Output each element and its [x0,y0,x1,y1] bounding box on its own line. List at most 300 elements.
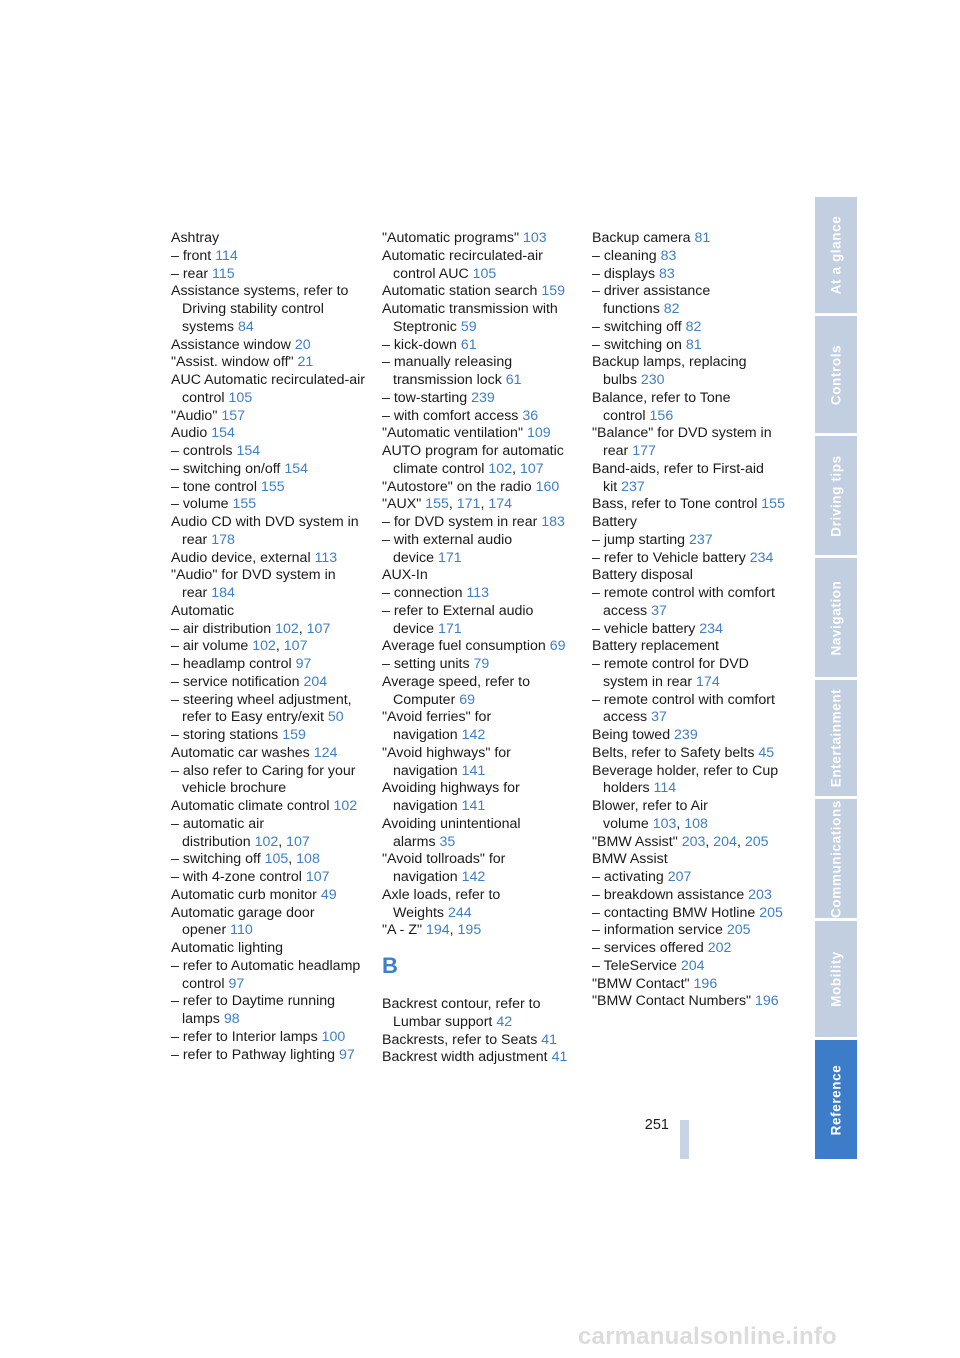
tab-label: At a glance [828,215,844,295]
index-entry-text: – setting units [382,656,470,672]
index-entry [171,745,367,763]
page-reference-link[interactable]: 61 [460,336,477,353]
index-entry [382,1032,578,1050]
index-entry [592,390,788,426]
index-entry-text: – manually releasing transmission lock [382,354,513,388]
page-reference-link[interactable]: 202 [707,940,732,956]
index-entry-text: – refer to Interior lamps [171,1028,318,1045]
index-entry [171,443,367,461]
index-entry-text: – service notification [171,673,300,690]
page-reference-link[interactable]: 154 [284,460,308,477]
page-reference-link[interactable]: 113 [466,585,490,601]
index-entry [592,585,788,621]
page-reference-link[interactable]: 115 [212,265,235,282]
index-entry [382,709,578,745]
page-reference-link[interactable]: 155 [425,496,449,513]
page-reference-link[interactable]: 204 [680,957,705,974]
index-column-2 [382,230,578,1067]
tab-navigation[interactable] [815,558,857,677]
index-entry-text: Audio device, external [171,549,311,566]
tab-reference[interactable] [815,1040,857,1159]
index-entry-text: BMW Assist [592,851,668,868]
page-reference-link[interactable]: 107 [519,460,544,477]
index-entry-text: AUX-In [382,567,428,584]
index-entry [382,354,578,390]
index-entry [382,514,578,532]
index-entry-text: Backrest width adjustment [382,1049,548,1066]
index-entry [171,354,367,372]
section-letter-heading: B [382,953,398,978]
page-reference-link[interactable]: 105 [264,851,289,868]
page-reference-link[interactable]: 230 [640,372,665,388]
page-reference-link[interactable]: 114 [653,780,677,797]
page-reference-link[interactable]: 244 [447,904,472,921]
page-reference-link[interactable]: 184 [211,585,235,601]
page-reference-link[interactable]: 41 [541,1031,558,1048]
page-reference-link[interactable]: 103 [652,815,677,832]
page-reference-link[interactable]: 205 [759,904,783,921]
index-entry-text: – cleaning [592,247,657,264]
index-entry [171,993,367,1029]
index-entry: "AUX" 155, 171, 174 [382,496,512,513]
index-entry-text: Beverage holder, refer to Cup holders [592,762,779,797]
page-reference-link[interactable]: 82 [685,318,702,335]
index-entry [382,1049,578,1067]
index-entry [382,337,578,355]
index-entry [171,567,367,603]
index-entry-text: Assistance systems, refer to Driving stability control systems [171,283,349,335]
index-entry [592,248,788,266]
index-entry-text: AUC Automatic recirculated-air control [171,372,365,406]
index-entry-text: Backrests, refer to Seats [382,1031,538,1048]
index-entry-text: Backup camera [592,230,691,246]
index-entry [171,496,367,514]
index-entry [592,887,788,905]
page-reference-link[interactable]: 107 [286,833,310,850]
index-entry-text: Blower, refer to Air volume [592,798,708,832]
index-entry: – automatic air distribution 102, 107 [171,815,310,850]
page-reference-link[interactable]: 237 [621,478,645,495]
index-entry [592,692,788,728]
page-reference-link[interactable]: 81 [685,336,702,353]
index-entry-text: – remote control with comfort access [592,585,775,619]
page-reference-link[interactable]: 37 [651,709,667,726]
index-entry-text: Automatic station search [382,283,538,300]
index-entry [592,869,788,887]
index-entry-text: – services offered [592,940,704,956]
index-entry [171,514,367,550]
page-reference-link[interactable]: 69 [549,638,566,655]
index-entry [171,283,367,336]
page-reference-link[interactable]: 107 [306,620,331,637]
page-reference-link[interactable]: 36 [522,407,539,424]
page-reference-link[interactable]: 203 [748,886,772,903]
index-entry [382,283,578,301]
page-reference-link[interactable]: 194 [425,922,450,939]
index-entry [171,656,367,674]
index-entry [382,603,578,639]
index-entry-text: Balance, refer to Tone control [592,389,731,424]
page-reference-link[interactable]: 159 [282,727,306,743]
page-reference-link[interactable]: 83 [660,247,677,264]
index-entry [592,922,788,940]
index-entry-text: – switching off [592,318,682,335]
index-entry [171,905,367,941]
tab-label: Driving tips [828,454,844,537]
page-reference-link[interactable]: 102 [488,460,513,477]
page-reference-link[interactable]: 49 [320,886,337,903]
index-entry [382,425,578,443]
index-entry [592,745,788,763]
index-entry-text: Automatic recirculated-air control AUC [382,247,543,282]
index-entry [592,763,788,799]
page-reference-link[interactable]: 156 [649,407,674,424]
page-reference-link[interactable]: 142 [461,727,486,743]
page-reference-link[interactable]: 98 [223,1011,240,1027]
page-reference-link[interactable]: 205 [726,922,751,939]
tab-label: Navigation [828,579,844,656]
index-entry [592,638,788,656]
page-reference-link[interactable]: 107 [283,638,308,655]
page-reference-link[interactable]: 171 [437,620,462,637]
index-entry-text: "Avoid ferries" for navigation [382,709,492,743]
index-entry-text: – switching on [592,336,682,353]
index-entry [592,993,788,1011]
index-entry [171,958,367,994]
index-entry [171,674,367,692]
page-reference-link[interactable]: 196 [755,993,779,1010]
page-reference-link[interactable]: 160 [535,478,560,495]
page-reference-link[interactable]: 102 [254,833,279,850]
index-entry-text: "BMW Contact" [592,975,690,992]
index-entry-text: Battery replacement [592,638,719,655]
index-entry-text: – air volume [171,638,249,655]
page-reference-link[interactable]: 171 [437,549,462,566]
index-entry [171,248,367,266]
index-entry [592,656,788,692]
index-entry-text: – tone control [171,478,257,495]
page-reference-link[interactable]: 21 [297,354,314,371]
index-entry-text: – vehicle battery [592,620,696,637]
index-entry-text: – refer to Pathway lighting [171,1046,336,1063]
index-entry-text: Automatic transmission with Steptronic [382,301,558,335]
page-reference-link[interactable]: 142 [461,869,486,885]
index-entry [171,479,367,497]
page-reference-link[interactable]: 102 [333,798,358,814]
tab-label: Mobility [828,951,844,1007]
index-entry [171,692,367,728]
page-reference-link[interactable]: 155 [761,496,785,513]
index-entry [592,319,788,337]
index-entry [171,940,367,958]
page-reference-link[interactable]: 239 [471,389,495,406]
index-entry-text: Audio [171,425,208,442]
index-entry-text: Average speed, refer to Computer [382,673,531,708]
index-entry-text: – jump starting [592,531,686,548]
page-reference-link[interactable]: 50 [327,709,344,726]
page-reference-link[interactable]: 108 [296,851,320,868]
page-reference-link[interactable]: 103 [522,230,547,246]
tab-controls[interactable] [815,316,857,433]
index-entry-text: Automatic [171,602,235,619]
page-reference-link[interactable]: 110 [230,922,253,939]
index-entry-text: – storing stations [171,727,279,743]
index-entry-text: "Audio" for DVD system in rear [171,567,336,601]
page-reference-link[interactable]: 174 [488,496,512,513]
index-entry-text: – displays [592,265,656,282]
index-entry-text: "Balance" for DVD system in rear [592,425,772,459]
tab-label: Communications [828,799,844,918]
page-reference-link[interactable]: 178 [211,531,235,548]
index-entry-text: – for DVD system in rear [382,514,538,530]
index-entry-text: AUTO program for automatic climate control [382,443,564,477]
index-entry: – air distribution 102, 107 [171,620,331,637]
index-entry-text: – breakdown assistance [592,886,745,903]
index-entry-text: – remote control with comfort access [592,691,775,726]
page-number: 251 [644,1117,669,1133]
index-entry-text: – steering wheel adjustment, refer to Easy entry/exit [171,691,352,726]
index-entry-text: "Avoid highways" for navigation [382,744,511,779]
index-entry-text: – with 4-zone control [171,869,302,885]
index-entry [592,230,788,248]
index-entry [592,496,788,514]
tab-entertainment[interactable] [815,680,857,796]
index-entry-text: Axle loads, refer to Weights [382,886,501,921]
page-reference-link[interactable]: 155 [260,478,285,495]
page-reference-link[interactable]: 177 [632,443,656,459]
index-entry [171,727,367,745]
page-reference-link[interactable]: 61 [505,372,522,388]
index-entry [382,567,578,585]
page-reference-link[interactable]: 20 [294,336,311,353]
page-reference-link[interactable]: 155 [232,496,257,513]
tab-label: Controls [828,344,844,405]
index-entry [592,514,788,532]
page-reference-link[interactable]: 105 [472,265,497,282]
page-reference-link[interactable]: 159 [541,283,565,300]
index-entry-text: "Automatic programs" [382,230,520,246]
index-entry-text: "A - Z" [382,922,423,939]
index-entry-text: Avoiding highways for navigation [382,780,520,814]
index-entry-text: – with comfort access [382,407,519,424]
index-entry-text: Bass, refer to Tone control [592,496,758,513]
tab-label: Entertainment [828,688,844,788]
index-entry-text: – refer to External audio device [382,602,534,637]
index-entry-text: Battery [592,514,637,530]
page-reference-link[interactable]: 234 [699,620,723,637]
index-entry-text: "BMW Assist" [592,833,678,850]
page-reference-link[interactable]: 45 [758,744,775,761]
index-entry-text: Ashtray [171,230,220,246]
index-entry-text: "AUX" [382,496,422,513]
index-entry [592,958,788,976]
index-entry [382,532,578,568]
index-entry-text: Avoiding unintentional alarms [382,815,521,850]
index-entry [592,425,788,461]
index-entry [382,780,578,816]
page-reference-link[interactable]: 207 [667,869,692,885]
page-reference-link[interactable]: 124 [313,744,338,761]
page-reference-link[interactable]: 171 [456,496,481,513]
index-entry [171,798,367,816]
index-entry-text: Belts, refer to Safety belts [592,744,755,761]
index-entry: Blower, refer to Air volume 103, 108 [592,798,708,832]
index-entry [592,354,788,390]
page-reference-link[interactable]: 203 [681,833,706,850]
index-entry-text: Automatic garage door opener [171,904,315,939]
index-entry [382,585,578,603]
index-entry [592,532,788,550]
page-reference-link[interactable]: 108 [684,815,708,832]
index-entry-text: – refer to Automatic headlamp control [171,957,361,992]
index-entry [382,638,578,656]
index-entry [382,301,578,337]
tab-mobility[interactable] [815,921,857,1037]
index-entry-text: – also refer to Caring for your vehicle brochure [171,762,356,797]
index-entry: – air volume 102, 107 [171,638,308,655]
page-reference-link[interactable]: 84 [237,318,254,335]
index-entry-text: – headlamp control [171,656,292,672]
page-reference-link[interactable]: 141 [461,762,486,779]
index-entry-text: Backup lamps, replacing bulbs [592,354,747,388]
page-reference-link[interactable]: 97 [228,975,245,992]
index-entry [382,996,578,1032]
index-entry [171,230,367,248]
index-entry-text: Backrest contour, refer to Lumbar support [382,996,541,1030]
page-reference-link[interactable]: 102 [252,638,276,655]
page-reference-link[interactable]: 141 [461,798,486,814]
index-entry [592,621,788,639]
index-entry-text: Being towed [592,727,671,743]
index-entry-text: – information service [592,922,723,939]
page-reference-link[interactable]: 114 [215,247,238,264]
index-entry [592,283,788,319]
index-entry-text: Automatic lighting [171,940,283,956]
index-entry [171,425,367,443]
index-entry-text: – front [171,247,212,264]
page-reference-link[interactable]: 195 [457,922,482,939]
index-entry [171,763,367,799]
index-entry-text: – with external audio device [382,531,513,566]
index-entry: "BMW Assist" 203, 204, 205 [592,833,769,850]
index-entry-text: Automatic car washes [171,744,310,761]
index-entry-text: – driver assistance functions [592,283,711,317]
page-reference-link[interactable]: 183 [541,514,565,530]
page-reference-link[interactable]: 239 [674,727,698,743]
index-entry-text: "Audio" [171,407,218,424]
index-entry [592,905,788,923]
index-entry-text: "BMW Contact Numbers" [592,993,752,1010]
index-entry-text: – refer to Vehicle battery [592,549,746,566]
index-entry-text: – volume [171,496,229,513]
page-reference-link[interactable]: 102 [275,620,299,637]
index-entry [171,266,367,284]
page-reference-link[interactable]: 237 [689,531,713,548]
page-reference-link[interactable]: 234 [749,549,774,566]
page-reference-link[interactable]: 174 [696,673,720,690]
index-entry [382,656,578,674]
index-entry-text: – kick-down [382,336,457,353]
page-reference-link[interactable]: 107 [305,869,330,885]
page-reference-link[interactable]: 35 [439,833,456,850]
page-reference-link[interactable]: 204 [713,833,737,850]
page-reference-link[interactable]: 42 [496,1013,513,1030]
index-entry [171,869,367,887]
index-entry-text: "Avoid tollroads" for navigation [382,851,506,885]
index-entry [382,851,578,887]
page-reference-link[interactable]: 81 [694,230,711,246]
page-reference-link[interactable]: 79 [473,656,490,672]
index-entry [382,674,578,710]
page-reference-link[interactable]: 69 [459,691,476,708]
page-reference-link[interactable]: 97 [339,1046,355,1063]
index-entry [382,230,578,248]
index-entry-text: "Autostore" on the radio [382,478,532,495]
page-reference-link[interactable]: 154 [211,425,235,442]
page-reference-link[interactable]: 109 [526,425,551,442]
page-reference-link[interactable]: 37 [651,602,667,619]
index-entry-text: Automatic curb monitor [171,886,317,903]
index-entry-text: – switching off [171,851,261,868]
page-reference-link[interactable]: 97 [295,656,312,672]
page-reference-link[interactable]: 204 [303,673,328,690]
index-entry-text: "Automatic ventilation" [382,425,523,442]
page-reference-link[interactable]: 154 [236,443,261,459]
index-entry-text: – switching on/off [171,460,281,477]
tab-communications[interactable] [815,799,857,918]
index-entry-text: – TeleService [592,957,677,974]
index-entry-text: Audio CD with DVD system in rear [171,514,359,548]
index-entry [592,851,788,869]
page-reference-link[interactable]: 105 [228,389,253,406]
page-reference-link[interactable]: 82 [663,301,680,317]
index-entry [171,887,367,905]
index-entry [592,567,788,585]
index-entry-text: Battery disposal [592,567,693,584]
tab-driving-tips[interactable] [815,436,857,555]
index-entry [171,603,367,621]
page-reference-link[interactable]: 100 [321,1028,346,1045]
page-number-bar [680,1120,689,1159]
index-entry [171,372,367,408]
index-entry [171,408,367,426]
index-entry-text: – remote control for DVD system in rear [592,656,749,690]
index-entry-text: – refer to Daytime running lamps [171,993,336,1027]
index-entry [171,550,367,568]
page-reference-link[interactable]: 205 [744,833,769,850]
page-reference-link[interactable]: 196 [693,975,718,992]
index-entry [382,479,578,497]
index-entry-text: Assistance window [171,336,291,353]
index-entry-text: – connection [382,585,463,601]
index-column-3 [592,230,788,1011]
index-entry [382,887,578,923]
page-reference-link[interactable]: 59 [460,318,477,335]
index-entry [592,461,788,497]
index-entry: "A - Z" 194, 195 [382,922,482,939]
page-reference-link[interactable]: 83 [659,265,675,282]
page-reference-link[interactable]: 41 [551,1049,568,1066]
page-reference-link[interactable]: 113 [314,549,338,566]
index-entry [171,1029,367,1047]
index-entry-text: "Assist. window off" [171,354,294,371]
page-reference-link[interactable]: 157 [221,407,245,424]
tab-at-a-glance[interactable] [815,197,857,313]
index-entry [171,461,367,479]
index-entry [382,248,578,284]
index-entry: – switching off 105, 108 [171,851,320,868]
index-entry-text: – tow-starting [382,389,468,406]
